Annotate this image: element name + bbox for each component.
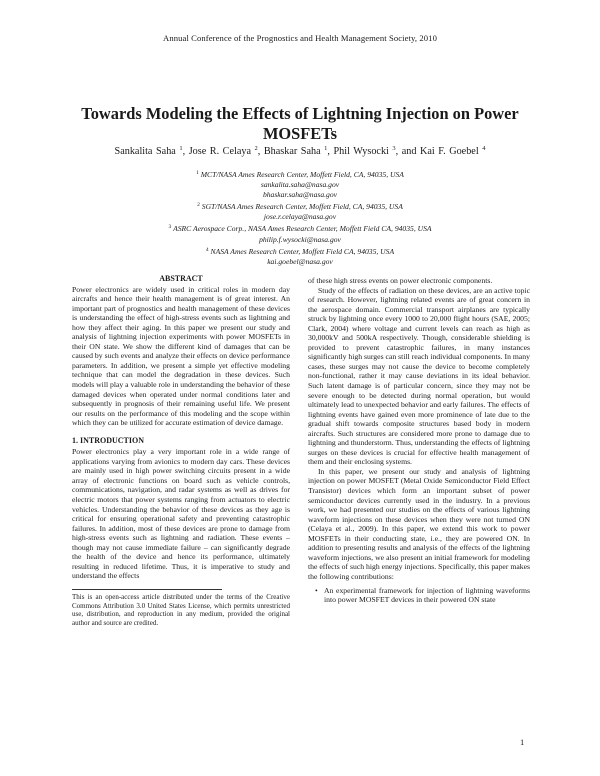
email: kai.goebel@nasa.gov <box>267 256 333 266</box>
author: Phil Wysocki $^3$ <box>333 145 396 157</box>
body-paragraph: Study of the effects of radiation on these devices, are an active topic of research. However, lightning related events are of great concern in the aerospace domain. Commercial transport airplanes are typically struck by lightning once every 1000 to 20,000 flight hours (SAE, 2005; Clark, 2004) where voltage and current levels can reach as high as 30,000kV and 500kA respectively. Though, considerable shielding is provided to prevent catastrophic failures, in many instances significantly high surges can still reach individual components. In many cases, these surges may not cause the device to become completely non-functional, rather it may cause deviations in its ideal behavior. Such latent damage is of particular concern, since they may not be severe enough to be detected during normal operation, but would ultimately lead to unexpected behavior and early failures. The effects of lightning events have gained even more prominence of late due to the gradual shift towards composite structures based body in modern aircrafts. Such structures are considered more prone to damage due to lightning and thunderstorm. Thus, understanding the effects of lightning surges on these devices is crucial for effective health management of them and their enclosing systems. <box>308 285 530 467</box>
running-header: Annual Conference of the Prognostics and Health Management Society, 2010 <box>163 33 437 43</box>
introduction-text: Power electronics play a very important role in a wide range of applications varying from avionics to modern day cars. These devices are mainly used in high power switching circuits present in a wide array of electronic functions on board such as vehicle controls, communications, navigation, and radar systems as well as drives for electric motors that power systems ranging from actuators to electric vehicles. Understanding the behavior of these devices as they age is critical for ensuring operational safety and preventing catastrophic failures. In addition, most of these devices are prone to damage from high-stress events such as lightning and radiation. These events – though may not cause immediate failure – can significantly degrade the health of the device and hence its performance, ultimately resulting in reduced lifetime. Thus, it is imperative to study and understand the effects <box>72 447 290 581</box>
license-footnote: This is an open-access article distributed under the terms of the Creative Commons Attribution 3.0 United States License, which permits unrestricted use, distribution, and reproduction in any medium, provided the original author and source are credited. <box>72 592 290 628</box>
author-list <box>40 145 560 157</box>
email: jose.r.celaya@nasa.gov <box>263 212 337 222</box>
author-separator: , and <box>395 146 421 157</box>
affiliation: $^1$ MCT/NASA Ames Research Center, Moffett Field, CA, 94035, USA <box>196 170 404 179</box>
body-paragraph: In this paper, we present our study and analysis of lightning injection on power MOSFET (Metal Oxide Semiconductor Field Effect Transistor) devices which form an important subset of power semiconductor devices currently used in the industry. In a previous work, we had presented our studies on the effects of various lightning waveform injections on these devices when they were not turned ON (Celaya et al., 2009). In this paper, we extend this work to power MOSFETs in their conducting state, i.e., they are powered ON. In addition to presenting results and analysis of the effects of the lightning waveform injections, we also present an initial framework for modeling the effects of such high energy injections. Specifically, this paper makes the following contributions: <box>308 466 530 581</box>
author-separator: , <box>182 146 189 157</box>
affiliations <box>60 168 540 267</box>
affiliation: $^4$ NASA Ames Research Center, Moffett Field CA, 94035, USA <box>205 246 395 256</box>
abstract-heading: ABSTRACT <box>159 274 203 283</box>
author: Sankalita Saha $^1$ <box>114 145 183 157</box>
footnote-divider <box>72 589 222 590</box>
email: philip.f.wysocki@nasa.gov <box>259 234 341 244</box>
right-column <box>308 276 530 605</box>
section-heading-introduction: 1. INTRODUCTION <box>72 435 145 445</box>
page-number: 1 <box>520 737 525 747</box>
paper-title: Towards Modeling the Effects of Lightning Injection on Power MOSFETs <box>81 104 519 143</box>
abstract-text: Power electronics are widely used in critical roles in modern day aircrafts and hence their health management is of great interest. An important part of prognostics and health management of these devices is understanding the effect of high-stress events such as lightning and how they affect their aging. In this paper we present our study and analysis of lightning injection experiments with power MOSFETs in their ON state. We show the different kind of damages that can be caused by such events and analyze their effects on device performance parameters. In addition, we present a simple yet effective modeling technique that can model the degradation in these devices. Such models will play a valuable role in understanding the behavior of these damaged devices when operated under normal conditions later and subsequently in prognosis of their remaining useful life. We present our results on the performance of this modeling and the scope within which they can be utilized for accurate estimation of device damage. <box>72 284 290 428</box>
list-item: • An experimental framework for injection of lightning waveforms into power MOSFET devices in their powered ON state <box>315 585 530 605</box>
affiliation: $^2$ SGT/NASA Ames Research Center, Moffett Field, CA, 94035, USA <box>197 202 403 212</box>
continuation-text: of these high stress events on power electronic components. <box>308 276 493 285</box>
contributions-list <box>308 586 530 605</box>
author: Jose R. Celaya $^2$ <box>188 145 258 157</box>
author: Bhaskar Saha $^1$ <box>263 145 328 157</box>
email: bhaskar.saha@nasa.gov <box>262 190 338 200</box>
left-column <box>72 274 290 628</box>
author-separator: , <box>327 146 334 157</box>
email: sankalita.saha@nasa.gov <box>260 180 340 190</box>
bullet-icon: • <box>315 585 318 595</box>
author: Kai F. Goebel $^4$ <box>420 145 486 157</box>
affiliation: $^3$ ASRC Aerospace Corp., NASA Ames Research Center, Moffett Field CA, 94035, USA <box>168 224 432 234</box>
author-separator: , <box>257 146 264 157</box>
